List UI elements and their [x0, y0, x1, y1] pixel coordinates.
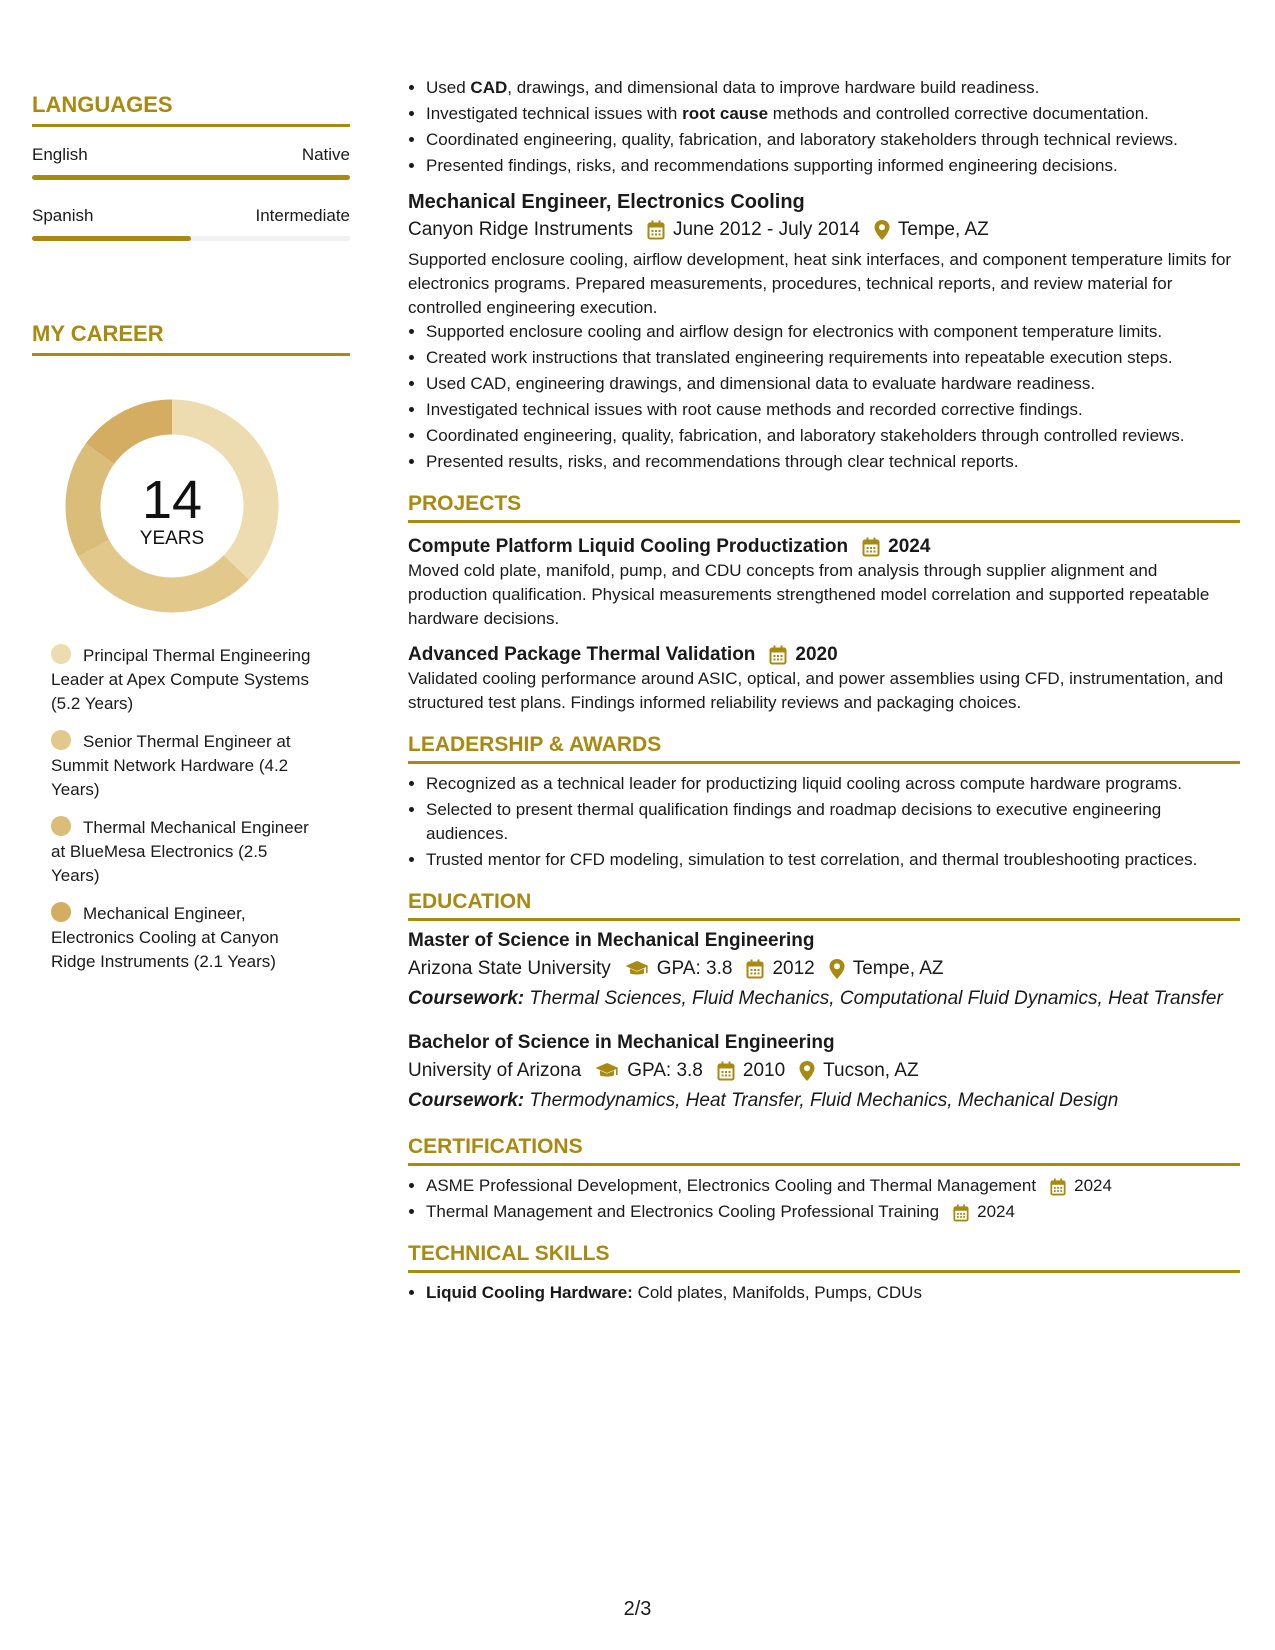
- language-proficiency-fill: [32, 236, 191, 241]
- graduation-cap-icon: [625, 960, 649, 978]
- education-heading: EDUCATION: [408, 890, 1240, 921]
- school-location: Tempe, AZ: [852, 958, 944, 979]
- career-donut-segment: [94, 548, 237, 595]
- coursework: Coursework: Thermodynamics, Heat Transfer, Fluid Mechanics, Mechanical Design: [408, 1090, 1119, 1111]
- calendar-icon: [746, 959, 764, 979]
- calendar-icon: [769, 645, 787, 665]
- language-entry: [32, 206, 350, 241]
- bullet-item: • Trusted mentor for CFD modeling, simulation to test correlation, and thermal troubleshooting practices.: [426, 848, 1240, 872]
- legend-dot: [51, 644, 71, 664]
- main-content: [408, 76, 1240, 1307]
- calendar-icon: [1050, 1178, 1066, 1196]
- career-donut-chart: [64, 398, 280, 614]
- legend-label: Principal Thermal Engineering Leader at Apex Compute Systems (5.2 Years): [51, 646, 311, 713]
- languages-heading: LANGUAGES: [32, 92, 350, 127]
- language-name: Spanish: [32, 206, 94, 225]
- bullet-item: • Used CAD, drawings, and dimensional data to improve hardware build readiness.: [426, 76, 1240, 100]
- career-total: 14: [141, 470, 203, 530]
- certification-item: • ASME Professional Development, Electronics Cooling and Thermal Management 2024: [426, 1174, 1240, 1198]
- job-dates: June 2012 - July 2014: [672, 219, 860, 240]
- graduation-year: 2010: [742, 1060, 786, 1081]
- coursework: Coursework: Thermal Sciences, Fluid Mechanics, Computational Fluid Dynamics, Heat Transfer: [408, 988, 1223, 1009]
- language-entry: [32, 145, 350, 180]
- school-location: Tucson, AZ: [823, 1060, 919, 1081]
- bullet-item: • Recognized as a technical leader for productizing liquid cooling across compute hardware programs.: [426, 772, 1240, 796]
- leadership-heading: LEADERSHIP & AWARDS: [408, 733, 1240, 764]
- calendar-icon: [647, 220, 665, 240]
- career-heading: MY CAREER: [32, 321, 350, 356]
- degree-title: Bachelor of Science in Mechanical Engineering: [408, 1032, 835, 1053]
- language-proficiency-bar: [32, 175, 350, 180]
- bullet-item: • Coordinated engineering, quality, fabrication, and laboratory stakeholders through technical reviews.: [426, 128, 1240, 152]
- gpa: GPA: 3.8: [627, 1060, 703, 1081]
- project-title-row: [408, 535, 1240, 559]
- bullet-item: • Presented results, risks, and recommendations through clear technical reports.: [426, 450, 1240, 474]
- degree-title: Master of Science in Mechanical Engineering: [408, 930, 815, 951]
- page-number: 2/3: [623, 1598, 652, 1620]
- certification-item: • Thermal Management and Electronics Cooling Professional Training 2024: [426, 1200, 1240, 1224]
- location-pin-icon: [874, 220, 890, 240]
- language-proficiency-fill: [32, 175, 350, 180]
- career-unit: YEARS: [139, 528, 205, 549]
- job-summary: Supported enclosure cooling, airflow development, heat sink interfaces, and component temperature limits for electronics programs. Prepared measurements, procedures, technical reports, and review material for controlled engineering execution.: [408, 250, 1232, 317]
- legend-dot: [51, 902, 71, 922]
- project-title: Advanced Package Thermal Validation: [408, 644, 756, 665]
- career-donut-segment: [100, 417, 172, 454]
- projects-heading: PROJECTS: [408, 492, 1240, 523]
- job-bullets: [408, 320, 1240, 474]
- school-name: Arizona State University: [408, 958, 611, 979]
- job-title: Mechanical Engineer, Electronics Cooling: [408, 191, 805, 213]
- project-title: Compute Platform Liquid Cooling Productization: [408, 536, 849, 557]
- career-legend-item: [51, 902, 313, 974]
- language-level: Native: [301, 145, 350, 164]
- legend-dot: [51, 730, 71, 750]
- project-description: Validated cooling performance around ASIC, optical, and power assemblies using CFD, instrumentation, and structured test plans. Findings informed reliability reviews and packaging choices.: [408, 669, 1224, 712]
- project-year: 2024: [888, 536, 931, 557]
- bullet-item: • Created work instructions that translated engineering requirements into repeatable execution steps.: [426, 346, 1240, 370]
- job-location: Tempe, AZ: [897, 219, 989, 240]
- previous-job-bullets: [408, 76, 1240, 178]
- job-company: Canyon Ridge Instruments: [408, 219, 633, 240]
- bullet-item: • Investigated technical issues with root cause methods and recorded corrective findings.: [426, 398, 1240, 422]
- bullet-item: • Coordinated engineering, quality, fabrication, and laboratory stakeholders through controlled reviews.: [426, 424, 1240, 448]
- calendar-icon: [862, 537, 880, 557]
- calendar-icon: [953, 1204, 969, 1222]
- career-legend-item: [51, 644, 313, 716]
- legend-label: Thermal Mechanical Engineer at BlueMesa Electronics (2.5 Years): [51, 818, 309, 885]
- education-meta: [408, 957, 1240, 981]
- certifications-list: [408, 1174, 1240, 1224]
- career-donut-segment: [83, 454, 100, 548]
- bullet-item: • Used CAD, engineering drawings, and dimensional data to evaluate hardware readiness.: [426, 372, 1240, 396]
- bullet-item: • Supported enclosure cooling and airflow design for electronics with component temperature limits.: [426, 320, 1240, 344]
- school-name: University of Arizona: [408, 1060, 582, 1081]
- technical-skills-heading: TECHNICAL SKILLS: [408, 1242, 1240, 1273]
- job-meta: [408, 218, 1240, 242]
- legend-label: Mechanical Engineer, Electronics Cooling at Canyon Ridge Instruments (2.1 Years): [51, 904, 279, 971]
- skills-list: [408, 1281, 1240, 1305]
- leadership-list: [408, 772, 1240, 872]
- graduation-cap-icon: [595, 1062, 619, 1080]
- sidebar: [32, 92, 350, 988]
- project-year: 2020: [795, 644, 838, 665]
- career-legend: [32, 644, 350, 974]
- language-proficiency-bar: [32, 236, 350, 241]
- location-pin-icon: [829, 959, 845, 979]
- legend-dot: [51, 816, 71, 836]
- language-name: English: [32, 145, 88, 164]
- calendar-icon: [717, 1061, 735, 1081]
- location-pin-icon: [799, 1061, 815, 1081]
- language-level: Intermediate: [255, 206, 350, 225]
- certifications-heading: CERTIFICATIONS: [408, 1135, 1240, 1166]
- gpa: GPA: 3.8: [656, 958, 733, 979]
- career-legend-item: [51, 730, 313, 802]
- graduation-year: 2012: [772, 958, 815, 979]
- project-description: Moved cold plate, manifold, pump, and CDU concepts from analysis through supplier alignment and production qualification. Physical measurements strengthened model correlation and supported repeatable hardware decisions.: [408, 561, 1210, 628]
- bullet-item: • Investigated technical issues with root cause methods and controlled corrective documentation.: [426, 102, 1240, 126]
- legend-label: Senior Thermal Engineer at Summit Network Hardware (4.2 Years): [51, 732, 291, 799]
- skill-item: • Liquid Cooling Hardware: Cold plates, Manifolds, Pumps, CDUs: [426, 1281, 1240, 1305]
- education-meta: [408, 1059, 1240, 1083]
- bullet-item: • Presented findings, risks, and recommendations supporting informed engineering decisions.: [426, 154, 1240, 178]
- bullet-item: • Selected to present thermal qualification findings and roadmap decisions to executive engineering audiences.: [426, 798, 1240, 846]
- project-title-row: [408, 643, 1240, 667]
- career-legend-item: [51, 816, 313, 888]
